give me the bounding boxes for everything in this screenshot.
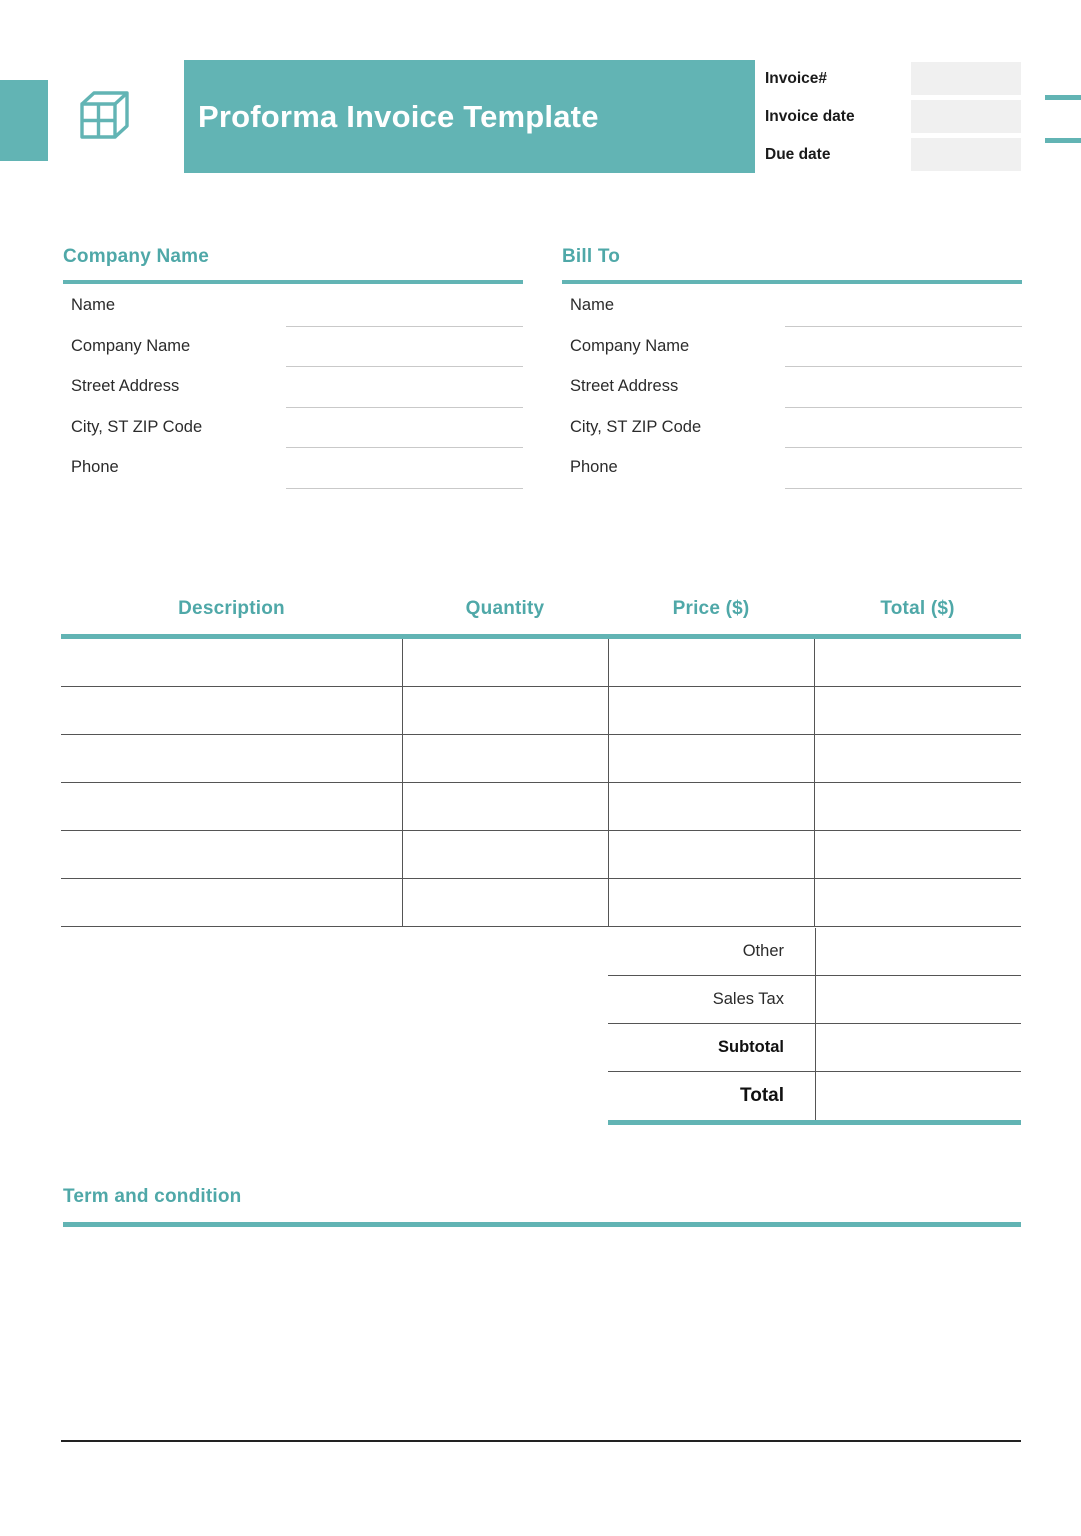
- column-header-quantity: Quantity: [465, 598, 545, 619]
- company-field-company: [63, 331, 523, 372]
- column-divider: [608, 735, 609, 782]
- company-field-city-label: City, ST ZIP Code: [71, 417, 203, 436]
- header-accent-block: [0, 80, 48, 161]
- company-field-phone-label: Phone: [71, 458, 119, 476]
- edge-accent-bar-bottom: [1045, 138, 1081, 143]
- invoice-number-input[interactable]: [911, 62, 1021, 95]
- invoice-date-label: Invoice date: [765, 108, 855, 125]
- company-field-city-input[interactable]: [286, 447, 523, 448]
- due-date-label: Due date: [765, 146, 831, 163]
- line-items-body: [61, 639, 1021, 927]
- company-field-name-label: Name: [71, 296, 116, 314]
- invoice-date-row: [765, 100, 1021, 133]
- company-heading: Company Name: [63, 246, 209, 267]
- totals-value-total[interactable]: [816, 1072, 1021, 1120]
- bill-to-field-company-label: Company Name: [570, 336, 690, 355]
- totals-bottom-rule: [608, 1120, 1021, 1125]
- column-divider: [402, 783, 403, 830]
- column-divider: [402, 639, 403, 686]
- company-heading-rule: [63, 280, 523, 284]
- bill-to-field-phone-label: Phone: [570, 458, 618, 476]
- column-divider: [608, 687, 609, 734]
- invoice-meta-block: [765, 60, 1021, 173]
- bill-to-field-city-input[interactable]: [785, 447, 1022, 448]
- totals-row-total: [608, 1072, 1021, 1120]
- column-divider: [814, 735, 815, 782]
- column-divider: [608, 783, 609, 830]
- column-divider: [608, 879, 609, 926]
- bill-to-heading-rule: [562, 280, 1022, 284]
- bill-to-field-name: [562, 290, 1022, 331]
- company-field-phone: [63, 452, 523, 493]
- company-block: [63, 246, 523, 493]
- line-items-table: [61, 598, 1021, 927]
- column-header-description: Description: [178, 598, 285, 619]
- bill-to-field-company: [562, 331, 1022, 372]
- totals-value-other[interactable]: [816, 928, 1021, 975]
- company-field-street-input[interactable]: [286, 407, 523, 408]
- bill-to-field-city-label: City, ST ZIP Code: [570, 417, 702, 436]
- column-divider: [814, 783, 815, 830]
- terms-block: [63, 1186, 1021, 1412]
- line-items-header-row: [61, 598, 1021, 634]
- edge-accent-bar-top: [1045, 95, 1081, 100]
- terms-textarea[interactable]: [63, 1227, 1021, 1412]
- totals-value-subtotal[interactable]: [816, 1024, 1021, 1071]
- bill-to-field-city: [562, 412, 1022, 453]
- bill-to-field-phone: [562, 452, 1022, 493]
- column-divider: [402, 831, 403, 878]
- bill-to-field-street-label: Street Address: [570, 377, 679, 395]
- totals-row-subtotal: [608, 1024, 1021, 1072]
- column-header-total: Total ($): [880, 598, 955, 619]
- bill-to-field-name-input[interactable]: [785, 326, 1022, 327]
- column-divider: [814, 687, 815, 734]
- company-field-name-input[interactable]: [286, 326, 523, 327]
- column-divider: [402, 687, 403, 734]
- bill-to-field-street-input[interactable]: [785, 407, 1022, 408]
- company-field-phone-input[interactable]: [286, 488, 523, 489]
- bill-to-field-street: [562, 371, 1022, 412]
- invoice-date-input[interactable]: [911, 100, 1021, 133]
- company-field-company-label: Company Name: [71, 336, 191, 355]
- table-row[interactable]: [61, 639, 1021, 687]
- page-title: Proforma Invoice Template: [198, 98, 599, 134]
- terms-heading: Term and condition: [63, 1186, 242, 1207]
- table-row[interactable]: [61, 831, 1021, 879]
- totals-value-sales-tax[interactable]: [816, 976, 1021, 1023]
- column-divider: [814, 879, 815, 926]
- totals-label-other: Other: [742, 942, 784, 960]
- totals-label-subtotal: Subtotal: [718, 1038, 784, 1056]
- table-row[interactable]: [61, 735, 1021, 783]
- company-field-street: [63, 371, 523, 412]
- due-date-input[interactable]: [911, 138, 1021, 171]
- totals-label-total: Total: [740, 1085, 784, 1106]
- totals-block: [608, 928, 1021, 1125]
- table-row[interactable]: [61, 879, 1021, 927]
- totals-label-sales-tax: Sales Tax: [712, 990, 784, 1008]
- bill-to-block: [562, 246, 1022, 493]
- column-divider: [814, 831, 815, 878]
- company-field-street-label: Street Address: [71, 377, 180, 395]
- column-divider: [608, 831, 609, 878]
- column-divider: [814, 639, 815, 686]
- company-field-company-input[interactable]: [286, 366, 523, 367]
- column-divider: [402, 879, 403, 926]
- footer-rule: [61, 1440, 1021, 1442]
- invoice-number-row: [765, 62, 1021, 95]
- company-field-city: [63, 412, 523, 453]
- cube-wireframe-icon: [77, 88, 135, 146]
- bill-to-field-name-label: Name: [570, 296, 615, 314]
- bill-to-heading: Bill To: [562, 246, 621, 267]
- column-header-price: Price ($): [672, 598, 750, 619]
- table-row[interactable]: [61, 783, 1021, 831]
- due-date-row: [765, 138, 1021, 171]
- title-banner: [184, 60, 755, 173]
- totals-row-sales-tax: [608, 976, 1021, 1024]
- totals-row-other: [608, 928, 1021, 976]
- column-divider: [608, 639, 609, 686]
- company-field-name: [63, 290, 523, 331]
- bill-to-field-company-input[interactable]: [785, 366, 1022, 367]
- column-divider: [402, 735, 403, 782]
- table-row[interactable]: [61, 687, 1021, 735]
- invoice-number-label: Invoice#: [765, 70, 828, 87]
- bill-to-field-phone-input[interactable]: [785, 488, 1022, 489]
